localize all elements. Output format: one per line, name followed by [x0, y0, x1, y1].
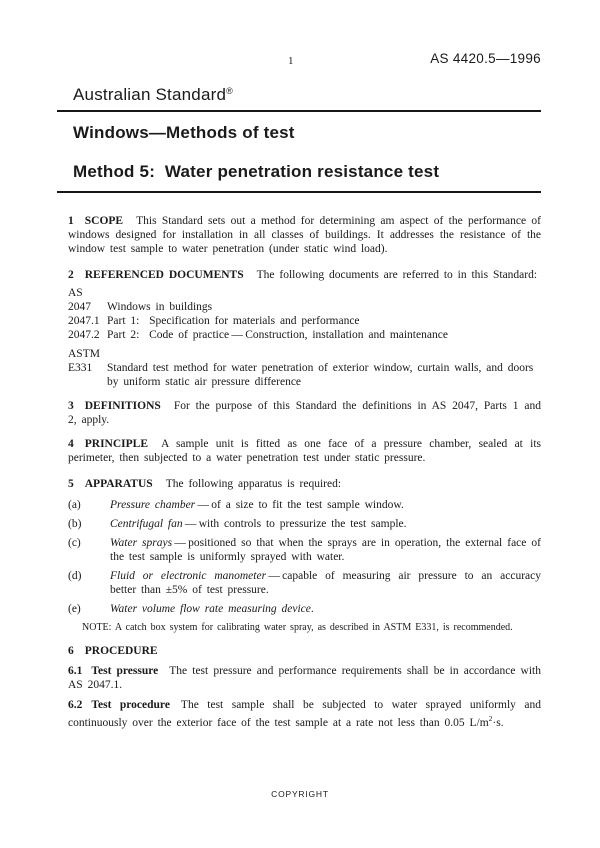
- item-label: (d): [68, 570, 82, 582]
- apparatus-item: [68, 536, 541, 564]
- subsection-text: The test sample shall be subjected to water sprayed uniformly and continuously over the exterior face of the test sample at a rate not less than 0.05 L/m: [68, 698, 541, 729]
- item-term: Pressure chamber: [110, 499, 196, 511]
- item-text: [110, 536, 541, 564]
- section-scope: [68, 214, 541, 256]
- section-text: A sample unit is fitted as one face of a pressure chamber, sealed at its perimeter, then subjected to a water penetration test under static pressure.: [68, 438, 541, 464]
- brand-text: Australian Standard: [73, 85, 227, 104]
- section-definitions: [68, 399, 541, 427]
- header-rule-top: [57, 110, 541, 112]
- standard-code: AS 4420.5—1996: [430, 51, 541, 66]
- document-row: [68, 328, 541, 342]
- subsection-test-pressure: [68, 664, 541, 692]
- item-term: Centrifugal fan: [110, 518, 183, 530]
- section-heading: DEFINITIONS: [84, 400, 161, 412]
- section-heading: REFERENCED DOCUMENTS: [84, 269, 244, 281]
- section-apparatus: [68, 477, 541, 491]
- section-number: 4: [68, 438, 74, 450]
- document-code: E331: [68, 362, 93, 374]
- referenced-documents-list: [68, 286, 541, 389]
- subsection-text-end: ·s.: [492, 716, 504, 729]
- document-row: [68, 286, 541, 300]
- page-number: 1: [288, 55, 294, 67]
- registered-mark: ®: [226, 86, 233, 96]
- apparatus-item: [68, 602, 541, 616]
- section-number: 1: [68, 215, 74, 227]
- section-heading: SCOPE: [84, 215, 124, 227]
- document-description: Windows in buildings: [107, 301, 213, 313]
- section-procedure-heading: [68, 644, 541, 658]
- item-label: (c): [68, 537, 81, 549]
- document-row: [68, 314, 541, 328]
- item-term: Fluid or electronic manometer: [110, 570, 267, 582]
- item-description: — of a size to fit the test sample window.: [195, 499, 404, 511]
- section-principle: [68, 437, 541, 465]
- document-code: 2047: [68, 301, 91, 313]
- apparatus-item: [68, 517, 541, 531]
- document-description: Part 1: Specification for materials and performance: [107, 315, 360, 327]
- document-description: Part 2: Code of practice — Construction, installation and maintenance: [107, 329, 448, 341]
- subsection-number: 6.1: [68, 664, 83, 677]
- section-heading: PRINCIPLE: [84, 438, 149, 450]
- item-label: (a): [68, 499, 81, 511]
- subsection-heading: Test procedure: [91, 698, 170, 711]
- subsection-text: The test pressure and performance requirements shall be in accordance with AS 2047.1.: [68, 664, 541, 691]
- superscript: 2: [488, 713, 493, 723]
- header-rule-bottom: [57, 191, 541, 193]
- item-text: [110, 517, 541, 531]
- item-description: — capable of measuring air pressure to an accuracy better than ±5% of test pressure.: [110, 570, 541, 596]
- document-description: Standard test method for water penetration of exterior window, curtain walls, and doors by uniform static air pressure difference: [107, 362, 534, 388]
- item-description: .: [310, 603, 314, 615]
- item-label: (b): [68, 518, 82, 530]
- item-text: [110, 602, 541, 616]
- document-title: Windows—Methods of test: [73, 123, 295, 142]
- document-row: [68, 361, 541, 389]
- item-text: [110, 498, 541, 512]
- document-code: 2047.2: [68, 329, 100, 341]
- document-row: [68, 347, 541, 361]
- section-heading: APPARATUS: [84, 478, 153, 490]
- section-referenced-documents: [68, 268, 541, 282]
- section-heading: PROCEDURE: [84, 644, 158, 657]
- section-text: For the purpose of this Standard the definitions in AS 2047, Parts 1 and 2, apply.: [68, 400, 541, 426]
- section-text: This Standard sets out a method for determining am aspect of the performance of windows designed for installation in all classes of buildings. It addresses the resistance of the window test sample to water penetration (under static wind load).: [68, 215, 541, 255]
- apparatus-item: [68, 569, 541, 597]
- apparatus-note: NOTE: A catch box system for calibrating water spray, as described in ASTM E331, is recommended.: [82, 622, 513, 633]
- subsection-test-procedure: [68, 698, 541, 730]
- document-code: ASTM: [68, 348, 100, 360]
- document-code: 2047.1: [68, 315, 100, 327]
- subsection-number: 6.2: [68, 698, 83, 711]
- section-text: The following documents are referred to in this Standard:: [256, 269, 538, 281]
- document-description: [107, 286, 541, 300]
- section-number: 3: [68, 400, 74, 412]
- section-text: The following apparatus is required:: [165, 478, 342, 490]
- item-text: [110, 569, 541, 597]
- item-term: Water sprays: [110, 537, 173, 549]
- item-description: — with controls to pressurize the test sample.: [182, 518, 407, 530]
- document-body: [68, 214, 541, 729]
- section-number: 2: [68, 269, 74, 281]
- subsection-heading: Test pressure: [91, 664, 159, 677]
- section-number: 5: [68, 478, 74, 490]
- document-row: [68, 300, 541, 314]
- copyright-footer: COPYRIGHT: [271, 789, 329, 799]
- document-description: [107, 347, 541, 361]
- item-description: — positioned so that when the sprays are in operation, the external face of the test sample is uniformly sprayed with water.: [110, 537, 541, 563]
- document-code: AS: [68, 287, 83, 299]
- item-label: (e): [68, 603, 81, 615]
- item-term: Water volume flow rate measuring device: [110, 603, 311, 615]
- apparatus-item: [68, 498, 541, 512]
- section-number: 6: [68, 644, 74, 657]
- brand-title: [73, 85, 233, 105]
- method-title: Method 5: Water penetration resistance test: [73, 162, 440, 181]
